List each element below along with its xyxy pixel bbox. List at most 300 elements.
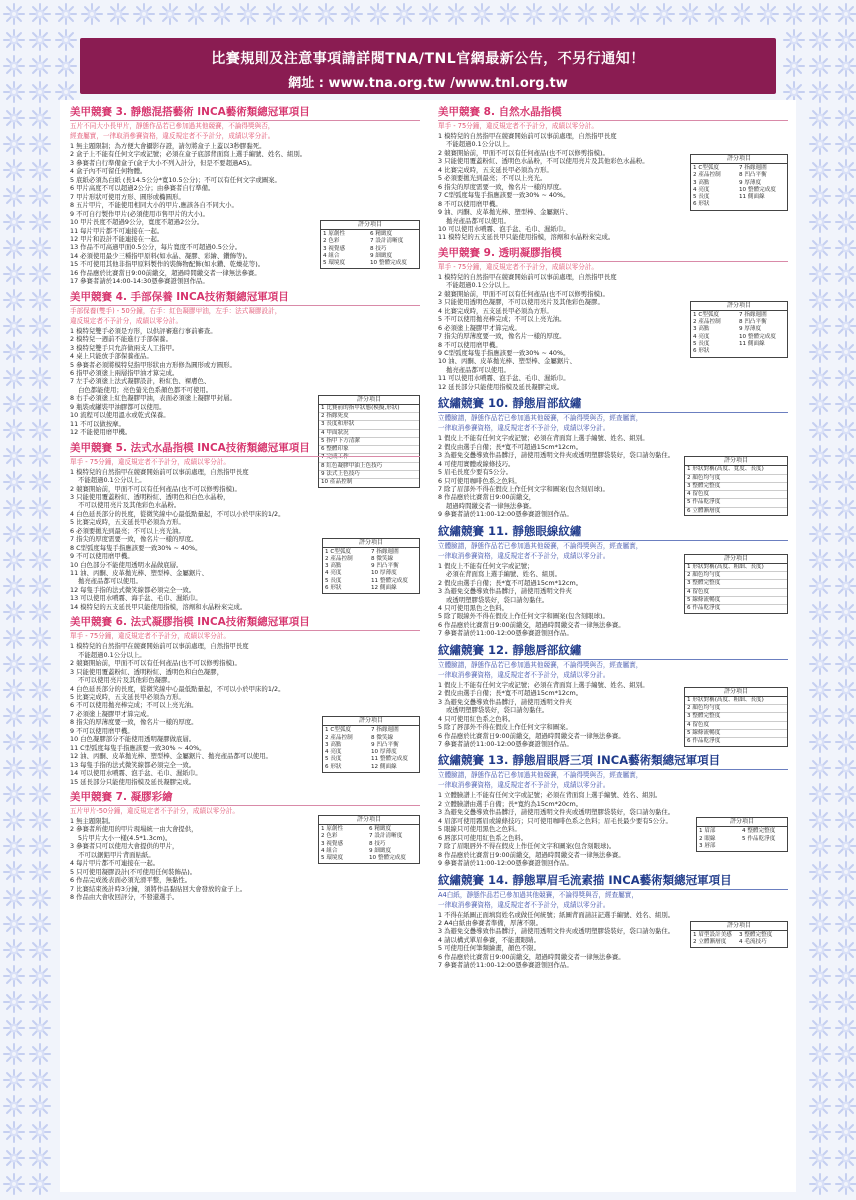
- section-subtitle: 一律取消參賽資格，違反規定者不予計分，成績以零分計。: [438, 781, 610, 790]
- rule-item: 2 競賽開始前，甲面不可以有任何產品(也不可以修剪指模)。: [70, 659, 241, 668]
- section-title: 紋繡競賽 14. 靜態單眉毛流素描 INCA藝術類總冠軍項目: [438, 873, 788, 890]
- rule-item: 7 參賽者請於11:00-12:00憑參賽證領回作品。: [438, 629, 573, 638]
- scoring-criterion: 3 高點: [693, 326, 710, 333]
- rule-item: 5 除了唇部外不得在假皮上作任何文字和圖案。: [438, 723, 572, 732]
- rule-item: 3 只能使用覆蓋粉紅、透明色水晶粉，不可以使用亮片及其他彩色水晶粉。: [438, 157, 649, 166]
- scoring-criterion: 7 指緣週圍: [739, 165, 767, 171]
- rule-item: 6 作品應於比賽當日9:00前繳交，超過時間繳交者一律無法參賽。: [438, 731, 625, 740]
- scoring-criterion: 5 長度: [325, 577, 342, 584]
- scoring-criterion: 9 法式上色技巧: [321, 471, 360, 478]
- competition-section: [438, 753, 788, 867]
- rule-item: 6 作品應於比賽當日9:00前繳交，超過時間繳交者一律無法參賽。: [438, 620, 625, 629]
- rule-item: 3 為避免交疊導致作品髒汙，請使用透明文件夾或透明塑膠袋裝好，袋口請勿黏住。: [438, 808, 675, 817]
- competition-section: [438, 643, 788, 749]
- rule-item: 9 瓶裝或罐裝甲油膠都可以使用。: [70, 402, 166, 411]
- rule-item: 16 作品應於比賽當日9:00前繳交，超過時間繳交者一律無法參賽。: [70, 268, 261, 277]
- rule-item: 1 無主題限制；為方便大會攝影存證，請勿將盒子上蓋以3秒膠黏死。: [70, 142, 266, 150]
- rule-item: 7 參賽者請於11:00-12:00憑參賽證領回作品。: [438, 740, 573, 749]
- scoring-criterion: 3 整體完整度: [687, 713, 721, 720]
- scoring-criterion: 9 凹凸平衡: [371, 741, 399, 748]
- scoring-criterion: 4 組合: [323, 252, 340, 259]
- rule-item: 必須在背面寫上選手編號、姓名、組別。: [446, 570, 562, 579]
- rule-item: 10 甲片長度不超過9公分，寬度不超過2公分。: [70, 218, 204, 227]
- scoring-criteria-title: 評分項目: [319, 396, 419, 405]
- scoring-criterion: 10 產品控制: [321, 479, 353, 486]
- rule-item: 1 假皮上不能有任何文字或記號；必須在背面寫上選手編號、姓名、組別。: [438, 434, 649, 443]
- scoring-criterion: 3 視覺感: [321, 840, 344, 847]
- rule-item: 不能超過0.1公分以上。: [78, 650, 146, 659]
- rule-item: 4 眉部可使用霧眉或線條技巧；只可使用咖啡色系之色料；眉毛長最少要有5公分。: [438, 816, 672, 825]
- rule-item: 不可以使用亮片及其他彩色水晶粉。: [78, 501, 181, 510]
- scoring-criterion: 10 厚薄度: [371, 570, 397, 577]
- rule-item: 1 無主題限制。: [70, 817, 115, 825]
- rule-item: 2 盒子上不能有任何文字或記號；必須在盒子底部背面寫上選手編號、姓名、組別。: [70, 150, 307, 159]
- scoring-criteria-title: 評分項目: [323, 717, 419, 726]
- scoring-criteria-box: [690, 154, 788, 211]
- rules-document: [60, 100, 796, 1192]
- rule-item: 2 立體臉譜由選手自備；長*寬約為15cm*20cm。: [438, 799, 583, 808]
- rule-item: 9 參賽者請於11:00-12:00憑參賽證領回作品。: [438, 859, 573, 868]
- rule-item: 3 只能使用覆蓋粉紅、透明粉紅、透明色和白色水晶粉，: [70, 492, 230, 501]
- section-title: 美甲競賽 6. 法式凝膠指模 INCA技術類總冠軍項目: [70, 616, 420, 631]
- scoring-criterion: 1 C型弧度: [325, 548, 352, 555]
- scoring-criterion: 6 作品乾淨度: [687, 738, 721, 745]
- rule-item: 或透明塑膠袋裝好，袋口請勿黏住。: [446, 595, 549, 604]
- left-column: [70, 106, 420, 907]
- rule-item: 12 不能使用磨甲機。: [70, 428, 132, 437]
- section-subtitle: 經查屬實，一律取消參賽資格，違反規定者不予計分，成績以零分計。: [70, 132, 275, 140]
- competition-section: [70, 791, 420, 902]
- rule-item: 2 競賽開始前，甲面不可以有任何產品(也不可以修剪指模)。: [70, 484, 241, 493]
- rule-item: 11 可以使用水噴霧、泡手盆、毛巾、濕紙巾。: [438, 374, 570, 383]
- announcement-banner: [80, 38, 776, 94]
- scoring-criteria-title: 評分項目: [691, 302, 787, 311]
- scoring-criterion: 1 眉型設計美感: [693, 931, 732, 938]
- section-subtitle: 單手 - 75分鐘，違反規定者不予計分，成績以零分計。: [70, 457, 231, 466]
- rule-item: 8 右手必須塗上紅色凝膠甲油，表面必須塗上凝膠甲封層。: [70, 394, 236, 403]
- rule-item: 4 白色延長部分的長度，從微笑線中心最低點量起，不可以小於甲床的1/2。: [70, 684, 285, 693]
- rule-item: 拋亮產品都可以使用。: [78, 577, 142, 586]
- rule-item: 6 唇部只可使用紅色系之色料。: [438, 833, 528, 842]
- rule-item: 13 可以使用水噴霧、海手盆、毛巾、濕紙巾。: [70, 594, 202, 603]
- scoring-criterion: 3 整體完整度: [739, 931, 773, 938]
- rule-item: 7 參賽者請於11:00-12:00憑參賽證領回作品。: [438, 961, 573, 970]
- competition-section: [438, 247, 788, 391]
- scoring-criterion: 1 C型弧度: [693, 165, 720, 171]
- rule-item: 1 模特兒雙手必須是方形，以供評審進行事前審查。: [70, 326, 217, 335]
- rule-item: 12 油、丙酮、皮革拋光棒、塑型棒、金屬鋸片、拋亮產品都可以使用。: [70, 752, 272, 761]
- rule-item: 7 指尖的厚度需要一致，像名片一樣的厚度。: [70, 535, 198, 544]
- scoring-criteria-box: [318, 815, 420, 864]
- section-title: 美甲競賽 4. 手部保養 INCA技術類總冠軍項目: [70, 291, 420, 306]
- rule-item: 白色都能使用；亮色螢光色系顏色都不可使用。: [78, 385, 213, 394]
- rule-item: 1 模特兒的自然指甲在競賽開始前可以事前處理，自然指甲長度: [438, 132, 617, 140]
- rule-item: 5 比賽完成時，五支延長甲必須為方形。: [70, 693, 185, 702]
- scoring-criteria-title: 評分項目: [691, 155, 787, 164]
- scoring-criterion: 8 紅色凝膠甲油上色技巧: [321, 462, 383, 469]
- scoring-criterion: 2 顏色均勻度: [687, 572, 721, 579]
- section-subtitle: 單手 - 75分鐘，違反規定者不予計分，成績以零分計。: [70, 632, 231, 641]
- rule-item: 8 不可以使用磨甲機。: [438, 199, 502, 208]
- scoring-criterion: 7 完成工作: [321, 454, 349, 461]
- rule-item: 9 不可以使用磨甲機。: [70, 552, 134, 561]
- scoring-criterion: 5 指甲下方清潔: [321, 437, 360, 444]
- rule-item: 3 為避免交疊導致作品髒汙，請使用透明文件夾: [438, 697, 572, 706]
- rule-item: 4 桌上只能放手部保養產品。: [70, 352, 153, 361]
- rule-item: 10 白色凝膠部分不能使用透明凝膠做底層。: [70, 735, 196, 744]
- rule-item: 9 不可以使用磨甲機。: [70, 726, 134, 735]
- rule-item: 4 白色延長部分的長度，從微笑線中心最低點量起，不可以小於甲床的1/2。: [70, 509, 285, 518]
- rule-item: 3 只能使用透明色凝膠，不可以使用亮片及其他彩色凝膠。: [438, 298, 604, 307]
- rule-item: 4 比賽完成時，五支延長甲必須為方形。: [438, 165, 553, 174]
- scoring-criterion: 1 原創性: [323, 231, 346, 237]
- scoring-criteria-box: [684, 687, 788, 747]
- rule-item: 10 油、丙酮、皮革拋光棒、塑型棒、金屬鋸片、: [438, 357, 576, 366]
- rule-item: 7 指尖的厚薄度要一致，像名片一樣的厚度。: [438, 332, 566, 341]
- rule-item: 3 模特兒雙手只允許做兩支人工指甲。: [70, 343, 179, 352]
- scoring-criterion: 3 高點: [693, 179, 710, 186]
- rule-item: 5 比賽完成時，五支延長甲必須為方形。: [70, 518, 185, 527]
- scoring-criterion: 10 整體完成度: [739, 333, 776, 340]
- rule-item: 7 必須塗上凝膠甲才算完成。: [70, 709, 153, 718]
- scoring-criterion: 8 技巧: [369, 840, 386, 847]
- scoring-criterion: 9 細緻度: [370, 252, 393, 259]
- scoring-criterion: 6 精緻度: [369, 826, 392, 832]
- rule-item: 1 模特兒的自然指甲在競賽開始前可以事前處理，自然指甲長度: [70, 642, 249, 651]
- rule-item: 6 作品應於比賽當日9:00前繳交，超過時間繳交者一律無法參賽。: [438, 952, 625, 961]
- scoring-criterion: 7 指緣週圍: [371, 727, 399, 734]
- rule-item: 2 A4白紙由參賽者準備，厚薄不限。: [438, 919, 543, 927]
- scoring-criterion: 2 眼線: [699, 835, 716, 842]
- scoring-criterion: 5 長度: [325, 756, 342, 763]
- scoring-criterion: 9 厚薄度: [739, 326, 762, 333]
- rule-item: 11 不可以做按摩。: [70, 419, 125, 428]
- rule-item: 4 請以構式單眉參賽，不能畫眼睛。: [438, 935, 540, 944]
- scoring-criterion: 3 高點: [325, 741, 342, 748]
- scoring-criterion: 1 形狀對稱(高度、粗細、長度): [687, 696, 764, 703]
- scoring-criteria-box: [684, 456, 788, 516]
- section-title: 紋繡競賽 13. 靜態眉眼唇三項 INCA藝術類總冠軍項目: [438, 753, 788, 770]
- scoring-criteria-title: 評分項目: [319, 816, 419, 825]
- scoring-criterion: 4 亮度: [693, 186, 710, 193]
- scoring-criterion: 5 環境度: [321, 855, 344, 862]
- scoring-criterion: 3 唇部: [699, 843, 716, 850]
- scoring-criterion: 6 立體漸層度: [687, 507, 721, 514]
- scoring-criterion: 1 C型弧度: [693, 311, 720, 318]
- section-title: 美甲競賽 5. 法式水晶指模 INCA技術類總冠軍項目: [70, 442, 420, 457]
- scoring-criterion: 2 顏色均勻度: [687, 705, 721, 712]
- rule-item: 1 假皮上不能有任何文字或記號；: [438, 561, 534, 570]
- scoring-criterion: 9 細緻度: [369, 847, 392, 854]
- competition-section: [70, 442, 420, 612]
- scoring-criterion: 3 視覺感: [323, 245, 346, 252]
- rule-item: 8 指尖的厚薄度要一致，像名片一樣的厚度。: [70, 718, 198, 727]
- scoring-criterion: 3 高點: [325, 563, 342, 570]
- scoring-criterion: 5 作品乾淨度: [687, 499, 721, 506]
- scoring-criterion: 2 產品控制: [325, 555, 353, 562]
- rule-item: 4 盒子內不可留任何物體。: [70, 167, 147, 176]
- scoring-criteria-box: [690, 301, 788, 358]
- rule-item: 11 模特兒的五支延長甲只能使用指模，溶劑和水晶粉來完成。: [438, 233, 615, 242]
- rule-item: 7 C型弧度每隻手指應該要一致30% ~ 40%。: [438, 191, 570, 200]
- scoring-criterion: 10 整體完成度: [370, 260, 407, 267]
- scoring-criteria-box: [320, 220, 420, 269]
- rule-item: 9 不可自行製作甲片(必須使用市售甲片的大小)。: [70, 209, 209, 218]
- rule-item: 4 比賽完成時，五支延長甲必須為方形。: [438, 306, 553, 315]
- rule-item: 15 不可使用其他非指甲原料製作的裝飾物配飾(如水鑽、乾燥花等)。: [70, 260, 265, 269]
- rule-item: 不可以鋸鋁甲片背面貼紙。: [78, 850, 155, 859]
- scoring-criterion: 2 產品控制: [325, 734, 353, 741]
- rule-item: 10 白色部分不能使用透明水晶做底層。: [70, 560, 183, 569]
- rule-item: 超過時間繳交者一律無法參賽。: [446, 501, 536, 510]
- rule-item: 3 為避免交疊導致作品髒汙，請使用透明文件夾或透明塑膠袋裝好，袋口請勿黏住。: [438, 451, 675, 460]
- scoring-criterion: 11 整體完成度: [371, 756, 408, 763]
- rule-item: 11 每片甲片都不可連接在一起。: [70, 226, 164, 235]
- rule-item: 5 眼線只可使用黑色之色料。: [438, 825, 521, 834]
- scoring-criteria-title: 評分項目: [697, 818, 787, 827]
- scoring-criterion: 5 線條流暢度: [687, 730, 721, 737]
- rule-item: 9 C型弧度每隻手指應該要一致30% ~ 40%。: [438, 348, 570, 357]
- scoring-criterion: 4 毛流技巧: [739, 938, 767, 945]
- rule-item: 1 假皮上不能有任何文字或記號；必須在背面寫上選手編號、姓名、組別。: [438, 680, 649, 689]
- rule-item: 8 作品應於比賽當日9:00前繳交，: [438, 493, 536, 502]
- scoring-criterion: 4 留色度: [687, 491, 710, 498]
- rule-item: 3 參賽者自行準備盒子(盒子大小不列入計分，但是不要超過A5)。: [70, 158, 256, 167]
- scoring-criterion: 2 色彩: [323, 238, 340, 245]
- scoring-criterion: 5 長度: [693, 341, 710, 348]
- rule-item: 6 指尖的厚度需要一致，像名片一樣的厚度。: [438, 182, 566, 191]
- scoring-criterion: 4 亮度: [325, 749, 342, 756]
- scoring-criterion: 7 指緣週圍: [739, 311, 767, 318]
- section-subtitle: 單手 - 75分鐘，違反規定者不予計分，成績以零分計。: [438, 122, 599, 130]
- rule-item: 12 延長部分只能使用指模及延長凝膠完成。: [438, 382, 564, 391]
- rule-item: 6 不可以使用拋亮棒完成；不可以上亮光油。: [70, 701, 198, 710]
- section-subtitle: 一律取消參賽資格，違反規定者不予計分，成績以零分計。: [438, 900, 610, 909]
- rule-item: 8 五片甲片，不能使用相同大小的甲片,應該各自不同大小。: [70, 201, 238, 210]
- rule-item: 6 指甲必須塗上兩層指甲油才算完成。: [70, 368, 179, 377]
- website-urls: 網址 : www.tna.org.tw /www.tnl.org.tw: [288, 76, 568, 91]
- scoring-criterion: 4 亮度: [325, 570, 342, 577]
- rule-item: 2 競賽開始前，甲面不可以有任何產品(也不可以修剪指模)。: [438, 289, 609, 298]
- right-column: [438, 106, 788, 975]
- scoring-criterion: 6 形狀: [325, 585, 342, 592]
- scoring-criterion: 2 色彩: [321, 833, 338, 840]
- section-subtitle: 違反規定者不予計分，成績以零分計。: [70, 316, 183, 325]
- scoring-criterion: 4 亮度: [693, 333, 710, 340]
- rule-item: 9 參賽者請於11:00-12:00憑參賽證領回作品。: [438, 510, 573, 519]
- rule-item: 不可以使用亮片及其他彩色凝膠。: [78, 676, 174, 685]
- scoring-criterion: 4 留色度: [687, 588, 710, 595]
- rule-item: 3 參賽者只可以使用大會提供的甲片，: [70, 842, 179, 851]
- scoring-criterion: 9 厚薄度: [739, 179, 762, 186]
- scoring-criterion: 3 整體完整度: [687, 580, 721, 587]
- rule-item: 5 底紙必須為白紙 (長14.5公分*寬10.5公分)；不可以有任何文字或圖案。: [70, 175, 281, 184]
- section-subtitle: 立體臉譜，靜態作品若已參加過其他競賽，不論得獎與否，經查屬實，: [438, 771, 643, 780]
- rule-item: 11 油、丙酮、皮革拋光棒、塑型棒、金屬鋸片、: [70, 569, 208, 578]
- scoring-criterion: 4 組合: [321, 847, 338, 854]
- rule-item: 2 參賽者所使用的甲片現場統一由大會提供，: [70, 825, 198, 834]
- scoring-criterion: 7 設計清晰度: [370, 238, 404, 245]
- scoring-criterion: 6 精緻度: [370, 231, 393, 237]
- scoring-criterion: 7 指緣週圍: [371, 548, 399, 555]
- competition-section: [70, 106, 420, 286]
- scoring-criterion: 8 凹凸平衡: [739, 319, 767, 326]
- rule-item: 8 不可以使用磨甲機。: [438, 340, 502, 349]
- section-subtitle: 立體臉譜，靜態作品若已參加過其他競賽，不論得獎與否，經查屬實，: [438, 660, 643, 669]
- rule-item: 或透明塑膠袋裝好，袋口請勿黏住。: [446, 706, 549, 715]
- rule-item: 6 必須要拋光到最亮；不可以上亮光油。: [70, 526, 185, 535]
- rule-item: 1 立體臉譜上不能有任何文字或記號；必須在背面寫上選手編號、姓名、組別。: [438, 791, 662, 800]
- rule-item: 2 假皮由選手自備；長*寬不可超過15cm*12cm。: [438, 442, 583, 451]
- scoring-criterion: 6 整體印象: [321, 446, 349, 453]
- section-subtitle: 一律取消參賽資格，違反規定者不予計分，成績以零分計。: [438, 424, 610, 433]
- section-title: 美甲競賽 8. 自然水晶指模: [438, 106, 788, 121]
- scoring-criteria-title: 評分項目: [323, 539, 419, 548]
- rule-item: 15 延長部分只能使用指模及延長凝膠完成。: [70, 777, 196, 786]
- section-title: 紋繡競賽 10. 靜態眉部紋繡: [438, 396, 788, 413]
- announcement-notice: 比賽規則及注意事項請詳閱TNA/TNL官網最新公告，不另行通知！: [211, 51, 645, 67]
- section-title: 紋繡競賽 12. 靜態唇部紋繡: [438, 643, 788, 660]
- rule-item: 7 左手必須塗上法式凝膠設計，粉紅色、裸膚色、: [70, 377, 211, 386]
- competition-section: [438, 106, 788, 242]
- rule-item: 5 可使用任何筆類繪畫，顏色不限。: [438, 944, 540, 953]
- scoring-criterion: 10 整體完成度: [739, 186, 776, 193]
- rule-item: 3 為避免交疊導致作品髒汙，請使用透明文件夾: [438, 587, 572, 596]
- rule-item: 7 比賽結束後計時3分鐘，須將作品黏貼回大會發放的盒子上。: [70, 884, 247, 893]
- rule-item: 8 作品應於比賽當日9:00前繳交，超過時間繳交者一律無法參賽。: [438, 850, 625, 859]
- scoring-criterion: 2 立體漸層度: [693, 938, 727, 945]
- rule-item: 10 流程可以使用溫水或乾式保養。: [70, 411, 170, 420]
- rule-item: 14 模特兒的五支延長甲只能使用指模，溶劑和水晶粉來完成。: [70, 602, 247, 611]
- scoring-criterion: 1 眉部: [699, 828, 716, 835]
- scoring-criterion: 1 C型弧度: [325, 727, 352, 734]
- scoring-criterion: 2 顏色均勻度: [687, 474, 721, 481]
- rule-item: 1 模特兒的自然指甲在競賽開始前可以事前處理，自然指甲長度: [438, 272, 617, 281]
- competition-section: [438, 524, 788, 638]
- rule-item: 10 可以使用水噴霧、泡手盆、毛巾、濕紙巾。: [438, 224, 570, 233]
- section-subtitle: 手部保養(雙手) - 50分鐘，右手：紅色凝膠甲油，左手：法式凝膠設計，: [70, 306, 282, 315]
- scoring-criterion: 11 側面線: [739, 194, 765, 201]
- rule-item: 不能超過0.1公分以上。: [78, 476, 146, 485]
- scoring-criterion: 1 形狀對稱(高度、寬度、長度): [687, 466, 764, 473]
- rule-item: 3 只能使用覆蓋粉紅、透明粉紅、透明色和白色凝膠，: [70, 667, 224, 676]
- scoring-criterion: 9 凹凸平衡: [371, 563, 399, 570]
- rule-item: 4 只可使用黑色之色料。: [438, 604, 509, 613]
- scoring-criterion: 2 產品控制: [693, 172, 721, 179]
- competition-section: [438, 396, 788, 519]
- scoring-criterion: 1 形狀對稱(高度、粗細、長度): [687, 563, 764, 570]
- rule-item: 13 每隻手指的法式微笑線都必須完全一致。: [70, 760, 196, 769]
- section-title: 美甲競賽 9. 透明凝膠指模: [438, 247, 788, 262]
- rule-item: 不能超過0.1公分以上。: [446, 140, 514, 149]
- section-subtitle: 五片甲片-50分鐘，違反規定者不予計分，成績以零分計。: [70, 807, 240, 815]
- rule-item: 14 必須使用最少三種指甲原料(如水晶、凝膠、彩繪、鑽飾等)。: [70, 251, 252, 260]
- scoring-criteria-box: [684, 554, 788, 614]
- scoring-criterion: 11 側面線: [739, 341, 765, 348]
- scoring-criterion: 6 形狀: [325, 763, 342, 770]
- rule-item: 17 參賽者請於14:00-14:30憑參賽證領回作品。: [70, 277, 209, 286]
- scoring-criteria-box: [322, 716, 420, 773]
- scoring-criteria-title: 評分項目: [685, 555, 787, 564]
- rule-item: 6 作品完成後表面必須光滑平整，無黏性。: [70, 876, 192, 885]
- scoring-criteria-title: 評分項目: [691, 922, 787, 931]
- rule-item: 不能超過0.1公分以上。: [446, 281, 514, 290]
- rule-item: 1 模特兒的自然指甲在競賽開始前可以事前處理，自然指甲長度: [70, 467, 249, 476]
- scoring-criterion: 1 比賽前的指甲狀態(模擬,形狀): [321, 404, 400, 411]
- scoring-criterion: 3 長度和形狀: [321, 421, 355, 428]
- scoring-criteria-title: 評分項目: [685, 688, 787, 697]
- section-title: 紋繡競賽 11. 靜態眼線紋繡: [438, 524, 788, 541]
- scoring-criterion: 4 整體完整度: [742, 828, 776, 835]
- scoring-criterion: 11 整體完成度: [371, 577, 408, 584]
- section-subtitle: 五片不同大小長甲片，靜態作品若已參加過其他競賽，不論得獎與否，: [70, 122, 275, 130]
- rule-item: 7 除了眉眼唇外不得在假皮上作任何文字和圖案(包含刻眼球)。: [438, 842, 616, 851]
- rule-item: 14 可以使用水噴霧、泡手盆、毛巾、濕紙巾。: [70, 769, 202, 778]
- scoring-criterion: 4 甲面狀況: [321, 429, 349, 436]
- section-title: 美甲競賽 3. 靜態混搭藝術 INCA藝術類總冠軍項目: [70, 106, 420, 121]
- rule-item: 11 C型弧度每隻手指應該要一致30% ~ 40%。: [70, 743, 206, 752]
- rule-item: 拋亮產品都可以使用。: [446, 365, 510, 374]
- competition-section: [438, 873, 788, 970]
- rule-item: 7 除了眉部外不得在假皮上作任何文字和圖案(包含刻眉球)。: [438, 484, 609, 493]
- rule-item: 8 C型弧度每隻手指應該要一致30% ~ 40%。: [70, 543, 202, 552]
- scoring-criterion: 5 長度: [693, 194, 710, 201]
- rule-item: 8 作品由大會收回評分，不發還選手。: [70, 893, 179, 902]
- rule-item: 4 每片甲片都不可連接在一起。: [70, 859, 160, 868]
- rule-item: 12 每隻手指的法式微笑線都必須完全一致。: [70, 585, 196, 594]
- rule-item: 6 只可使用咖啡色系之色料。: [438, 476, 521, 485]
- rule-item: 5 不可以使用拋亮棒完成；不可以上亮光油。: [438, 315, 566, 324]
- rule-item: 6 甲片高度不可以超過2公分；由參賽者自行準備。: [70, 184, 215, 193]
- section-subtitle: 一律取消參賽資格，違反規定者不予計分，成績以零分計。: [438, 670, 610, 679]
- scoring-criteria-title: 評分項目: [321, 221, 419, 230]
- rule-item: 2 模特兒一週前不能進行手部保養。: [70, 335, 172, 344]
- rule-item: 3 為避免交疊導致作品髒汙，請使用透明文件夾或透明塑膠袋裝好，袋口請勿黏住。: [438, 927, 675, 936]
- rule-item: 4 只可使用紅色系之色料。: [438, 714, 515, 723]
- scoring-criterion: 6 形狀: [693, 201, 710, 208]
- scoring-criterion: 8 技巧: [370, 245, 387, 252]
- rule-item: 1 不得在紙圖正面填寫姓名或做任何統號；紙圖背面請註記選手編號、姓名、組別。: [438, 910, 675, 919]
- scoring-criterion: 12 側面線: [371, 763, 397, 770]
- rule-item: 9 油、丙酮、皮革拋光棒、塑型棒、金屬鋸片、: [438, 208, 572, 217]
- rule-item: 13 作品不可高過甲面0.5公分，每片寬度不可超過0.5公分。: [70, 243, 242, 252]
- rule-item: 12 甲片和設計不能連接在一起。: [70, 234, 164, 243]
- scoring-criterion: 10 厚薄度: [371, 749, 397, 756]
- rule-item: 7 甲片形狀可使用方形、圓形或橢圓形。: [70, 192, 185, 201]
- section-title: 美甲競賽 7. 凝膠彩繪: [70, 791, 420, 806]
- scoring-criterion: 5 環境度: [323, 260, 346, 267]
- scoring-criterion: 1 原創性: [321, 826, 344, 832]
- competition-section: [70, 616, 420, 786]
- scoring-criterion: 6 形狀: [693, 348, 710, 355]
- rule-item: 2 假皮由選手自備；長*寬不可超過15cm*12cm。: [438, 689, 583, 698]
- section-subtitle: 單手 - 75分鐘，違反規定者不予計分，成績以零分計。: [438, 262, 599, 271]
- rule-item: 4 可使用實體或線條技巧。: [438, 459, 515, 468]
- section-subtitle: 立體臉譜，靜態作品若已參加過其他競賽，不論得獎與否，經查屬實，: [438, 541, 643, 550]
- scoring-criterion: 5 作品乾淨度: [742, 835, 776, 842]
- section-subtitle: 立體臉譜，靜態作品若已參加過其他競賽，不論得獎與否，經查屬實，: [438, 414, 643, 423]
- rule-item: 6 必須塗上凝膠甲才算完成。: [438, 323, 521, 332]
- scoring-criterion: 8 微笑線: [371, 734, 394, 741]
- scoring-criterion: 8 凹凸平衡: [739, 172, 767, 179]
- scoring-criterion: 5 線條流暢度: [687, 596, 721, 603]
- rule-item: 5 眉毛長度少要有5公分。: [438, 468, 513, 477]
- scoring-criterion: 3 整體完整度: [687, 482, 721, 489]
- rule-item: 5 參賽者必須將模特兒指甲形狀由方形修為圓形或方圓形。: [70, 360, 236, 369]
- rule-item: 拋亮產品都可以使用。: [446, 216, 510, 225]
- scoring-criterion: 2 產品控制: [693, 319, 721, 326]
- scoring-criterion: 6 作品乾淨度: [687, 605, 721, 612]
